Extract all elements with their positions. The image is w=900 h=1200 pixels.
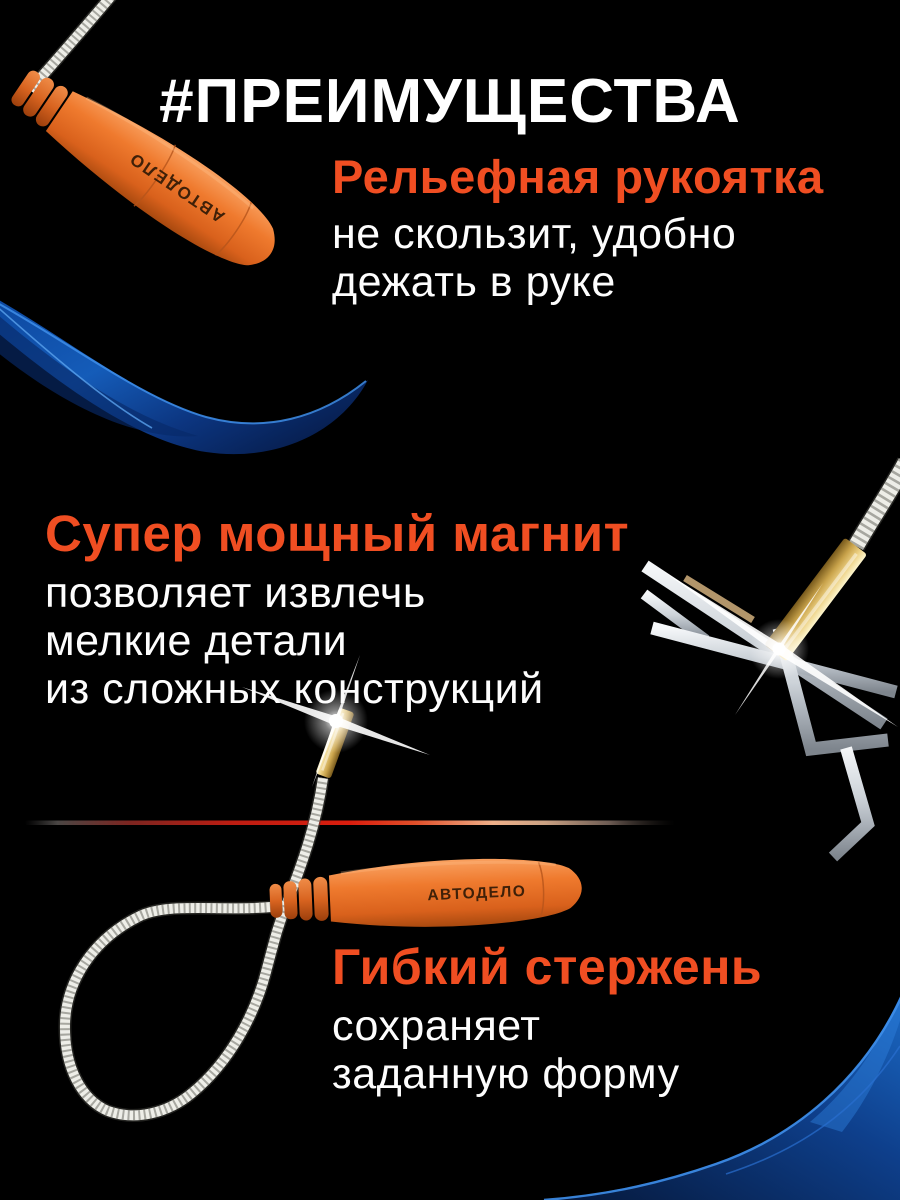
sparkle-flare-bottom xyxy=(242,655,430,787)
brand-label-bottom-handle: АВТОДЕЛО xyxy=(427,882,527,905)
section-body-line: из сложных конструкций xyxy=(45,665,544,714)
orange-handle-top xyxy=(0,54,291,284)
section-heading: Гибкий стержень xyxy=(332,939,763,995)
section-body-line: мелкие детали xyxy=(45,617,348,666)
flexible-shaft-loop xyxy=(65,778,323,1115)
blue-ribbon-bottom-right xyxy=(542,992,900,1200)
orange-handle-bottom xyxy=(269,854,584,934)
blue-ribbon-left xyxy=(0,296,368,454)
spring-top-left xyxy=(30,0,118,90)
section-heading: Супер мощный магнит xyxy=(45,505,630,562)
magnet-spring-top-right xyxy=(856,462,900,546)
section-body-line: заданную форму xyxy=(332,1050,680,1098)
section-body-line: дежать в руке xyxy=(332,257,616,306)
section-heading: Рельефная рукоятка xyxy=(332,150,824,203)
page-title: #ПРЕИМУЩЕСТВА xyxy=(159,67,741,136)
red-divider-line xyxy=(25,821,675,826)
brand-label-top-handle: АВТОДЕЛО xyxy=(125,148,229,227)
section-body-line: не скользит, удобно xyxy=(332,209,737,258)
sparkle-flare-magnet xyxy=(663,571,898,727)
section-body-line: позволяет извлечь xyxy=(45,569,426,618)
hex-keys xyxy=(644,566,896,857)
section-body-line: сохраняет xyxy=(332,1002,541,1050)
